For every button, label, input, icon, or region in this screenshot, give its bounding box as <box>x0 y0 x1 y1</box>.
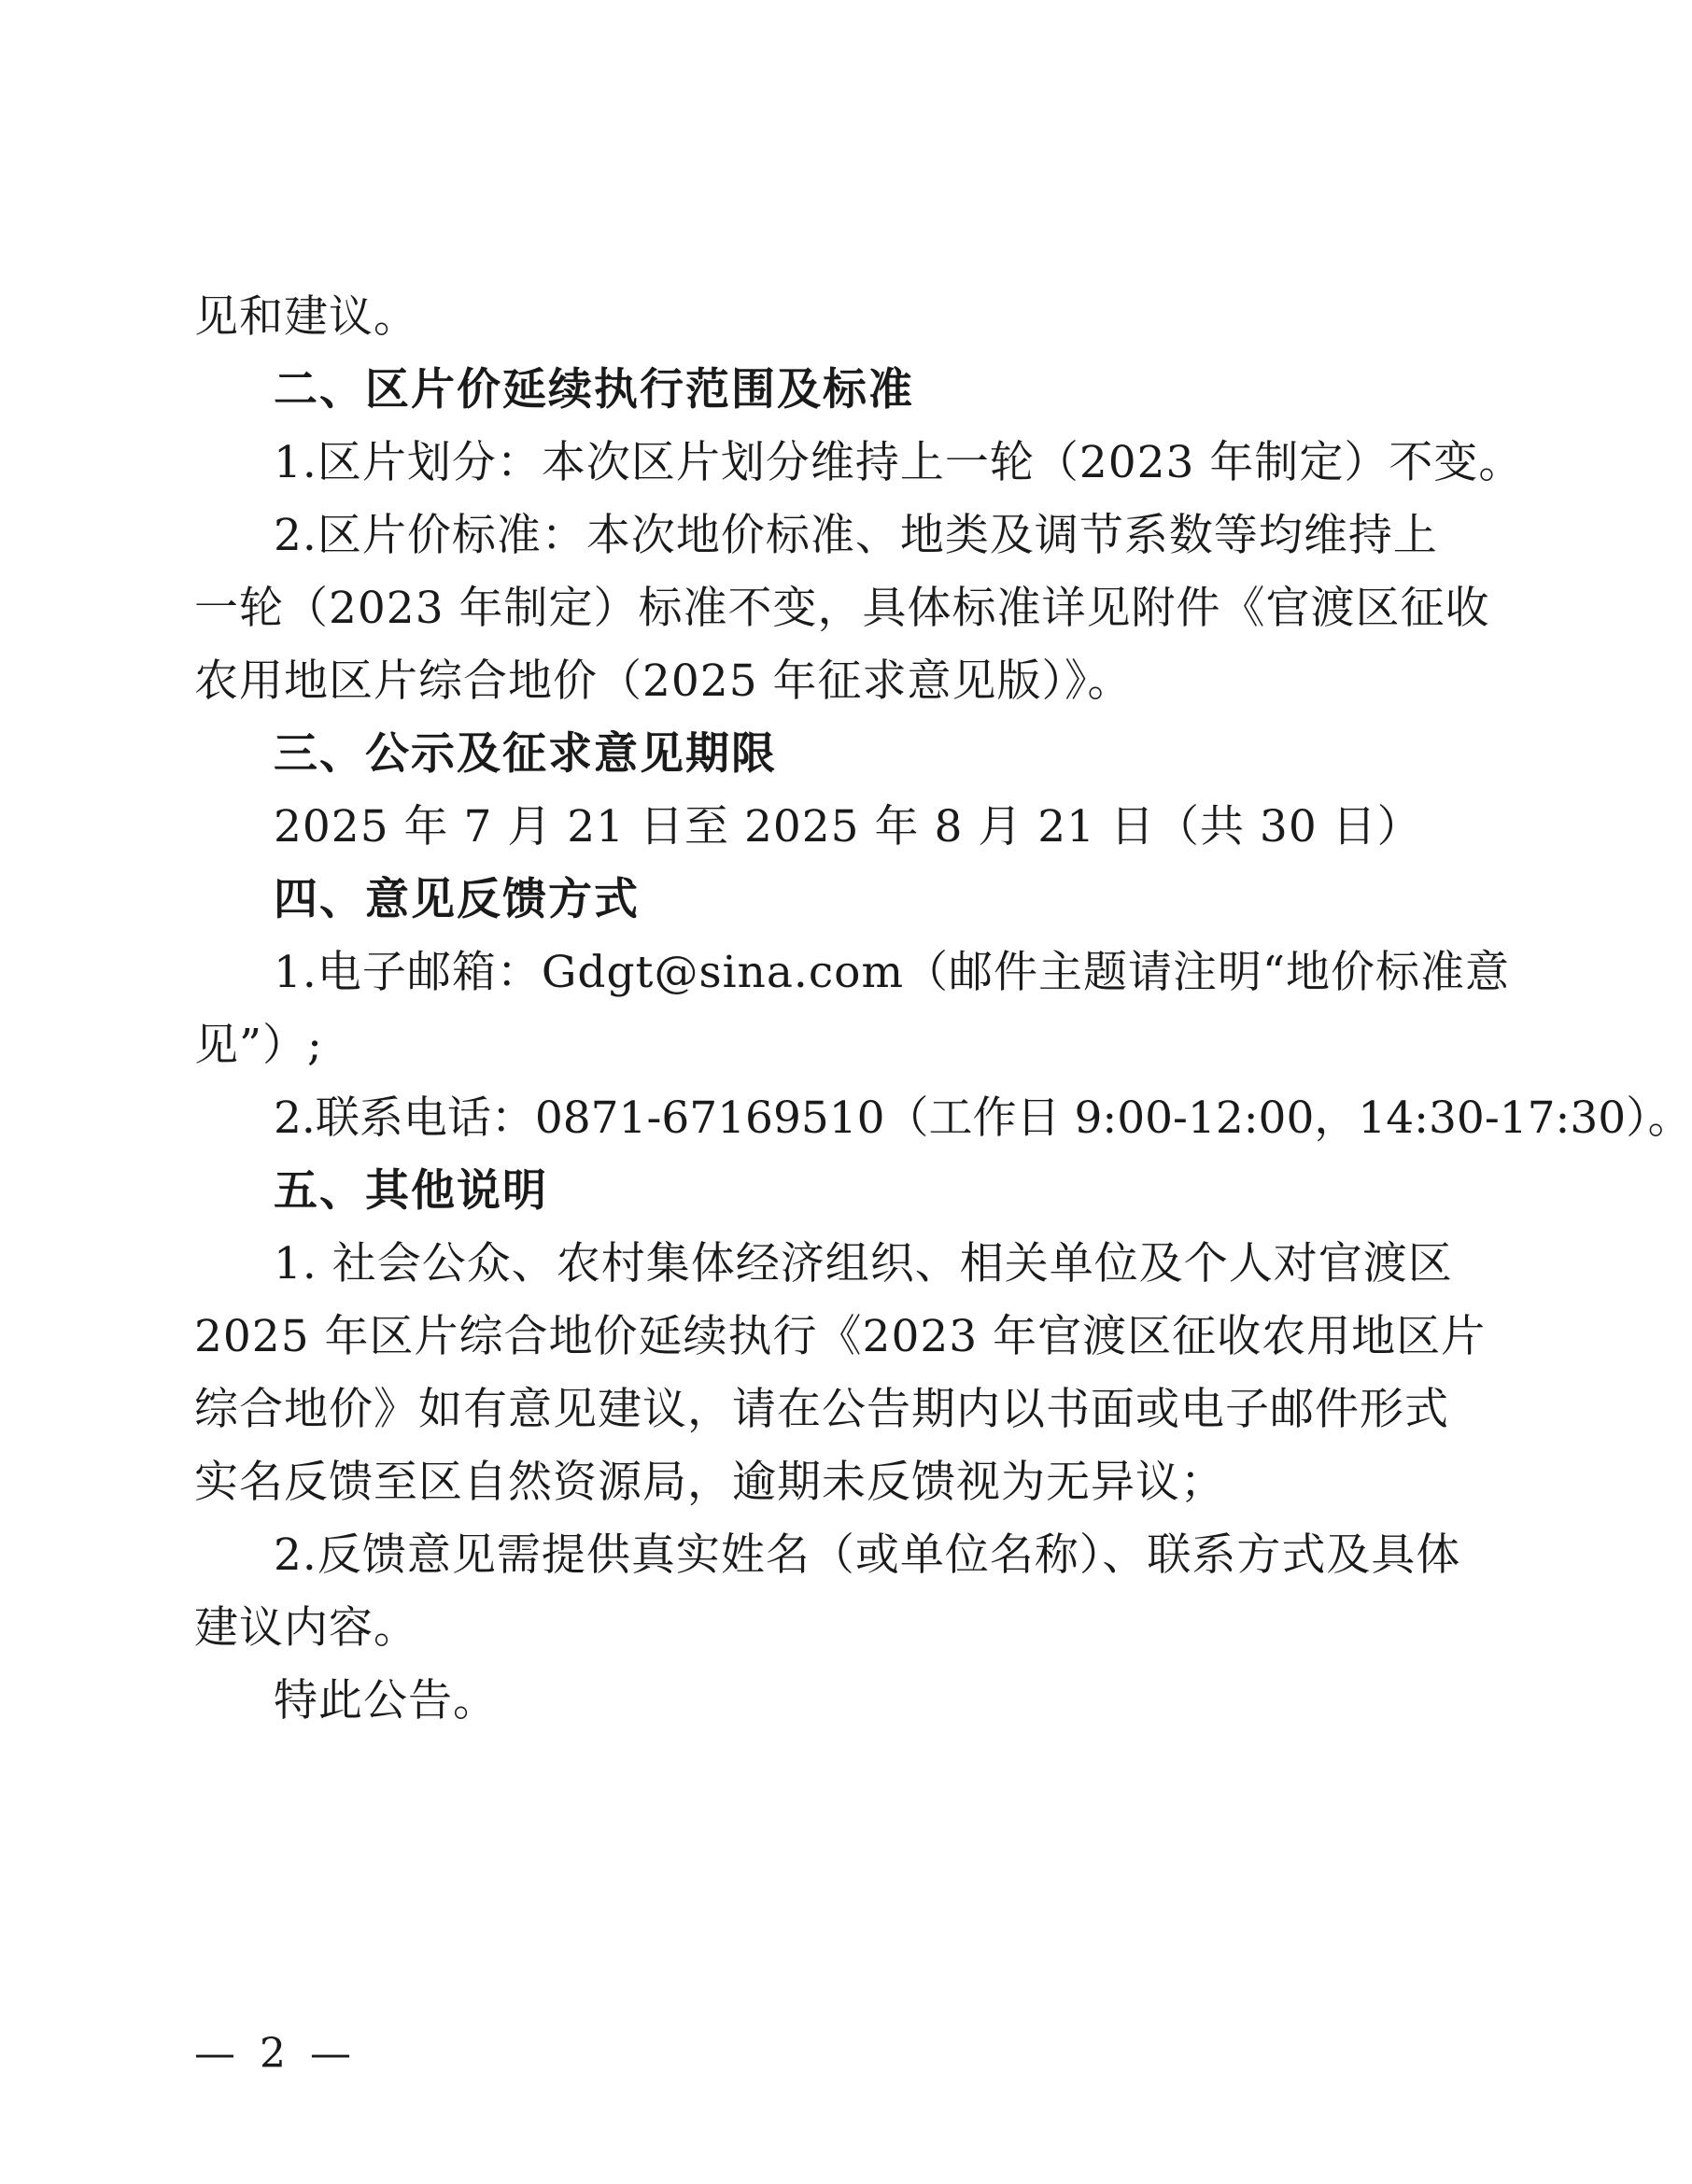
section-5-item-1-line-1: 1. 社会公众、农村集体经济组织、相关单位及个人对官渡区 <box>274 1238 1453 1289</box>
feedback-email-line-1: 1.电子邮箱：Gdgt@sina.com（邮件主题请注明“地价标准意 <box>274 947 1511 998</box>
notice-period: 2025 年 7 月 21 日至 2025 年 8 月 21 日（共 30 日） <box>274 801 1422 852</box>
section-5-item-1-line-2: 2025 年区片综合地价延续执行《2023 年官渡区征收农用地区片 <box>194 1311 1487 1362</box>
feedback-phone: 2.联系电话：0871-67169510（工作日 9:00-12:00，14:30-17:30）。 <box>274 1092 1692 1144</box>
section-heading-4: 四、意见反馈方式 <box>274 874 640 925</box>
section-2-item-2-line-2: 一轮（2023 年制定）标准不变，具体标准详见附件《官渡区征收 <box>194 583 1490 634</box>
closing-statement: 特此公告。 <box>274 1675 498 1726</box>
section-2-item-2-line-1: 2.区片价标准：本次地价标准、地类及调节系数等均维持上 <box>274 510 1438 561</box>
section-2-item-2-line-3: 农用地区片综合地价（2025 年征求意见版）》。 <box>194 655 1133 707</box>
feedback-email-line-2: 见”）; <box>194 1020 323 1071</box>
section-5-item-2-line-2: 建议内容。 <box>194 1602 418 1654</box>
section-heading-2: 二、区片价延续执行范围及标准 <box>274 364 914 416</box>
section-5-item-1-line-3: 综合地价》如有意见建议，请在公告期内以书面或电子邮件形式 <box>194 1384 1449 1435</box>
section-heading-3: 三、公示及征求意见期限 <box>274 728 777 780</box>
section-2-item-1: 1.区片划分：本次区片划分维持上一轮（2023 年制定）不变。 <box>274 437 1524 488</box>
page-number: — 2 — <box>194 2030 357 2078</box>
section-heading-5: 五、其他说明 <box>274 1165 548 1217</box>
paragraph-continuation: 见和建议。 <box>194 291 418 343</box>
section-5-item-2-line-1: 2.反馈意见需提供真实姓名（或单位名称）、联系方式及具体 <box>274 1529 1461 1581</box>
section-5-item-1-line-4: 实名反馈至区自然资源局，逾期未反馈视为无异议； <box>194 1457 1225 1508</box>
